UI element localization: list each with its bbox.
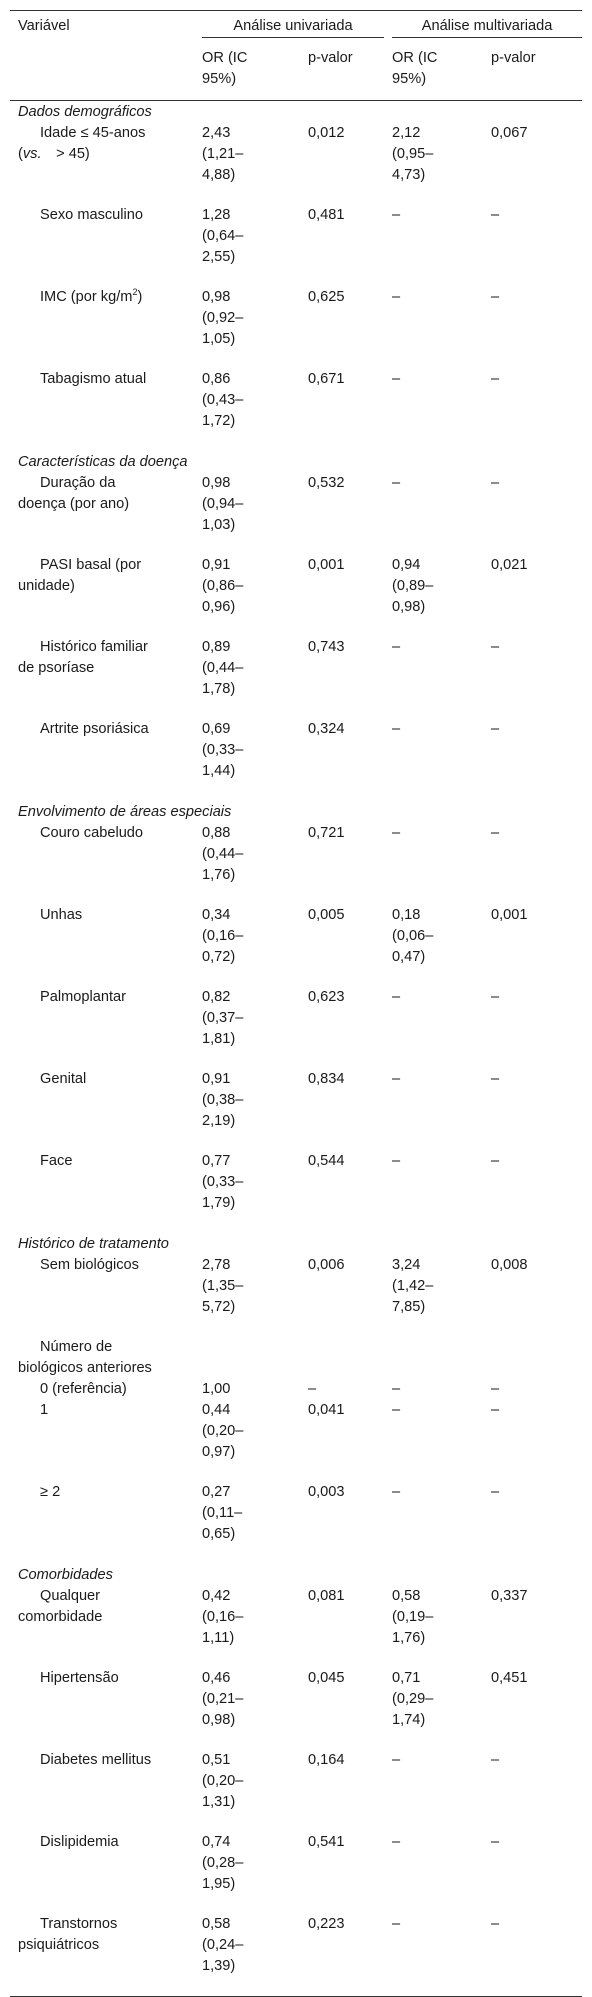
univariate-or-cell-line: (0,21– [202, 1690, 244, 1707]
univariate-pvalue-cell: 0,324 [308, 720, 345, 737]
table-row [10, 1668, 582, 1750]
univariate-or-cell-line: 0,42 [202, 1587, 231, 1604]
univariate-or-cell-line: (0,33– [202, 741, 244, 758]
univariate-or-cell-line: 1,81) [202, 1030, 236, 1047]
multivariate-or-cell-line: 1,74) [392, 1711, 426, 1728]
multivariate-or-cell [392, 1255, 491, 1337]
multivariate-or-cell-line: (0,95– [392, 145, 434, 162]
univariate-pvalue-cell: 0,743 [308, 638, 345, 655]
header-row-columns [10, 43, 582, 101]
table-row [10, 637, 582, 719]
section-header-row [10, 100, 582, 123]
univariate-or-cell-line: 0,58 [202, 1915, 231, 1932]
variable-cell [10, 473, 202, 555]
multivariate-pvalue-cell: – [491, 288, 500, 305]
multivariate-pvalue-cell: – [491, 720, 500, 737]
univariate-or-cell-line: (0,33– [202, 1173, 244, 1190]
univariate-or-cell [202, 1151, 308, 1233]
univariate-pvalue-cell: 0,164 [308, 1751, 345, 1768]
univariate-or-cell-line: 0,91 [202, 556, 231, 573]
multivariate-or-cell-line: (1,42– [392, 1277, 434, 1294]
univariate-or-cell-line: (0,38– [202, 1091, 244, 1108]
univariate-or-cell-line: 1,05) [202, 330, 236, 347]
multivariate-or-header: OR (IC 95%) [392, 43, 491, 101]
univariate-pvalue-cell: 0,625 [308, 288, 345, 305]
univariate-pvalue-cell: 0,001 [308, 556, 345, 573]
multivariate-pvalue-cell: 0,337 [491, 1587, 528, 1604]
variable-line: Qualquer [40, 1587, 101, 1604]
variable-line: Transtornos [40, 1915, 118, 1932]
table-row [10, 1914, 582, 1997]
univariate-or-cell [202, 905, 308, 987]
univariate-or-cell-line: 2,78 [202, 1256, 231, 1273]
univariate-or-cell [202, 205, 308, 287]
multivariate-or-cell-line: 1,76) [392, 1629, 426, 1646]
multivariate-or-cell-line: – [392, 370, 401, 387]
section-header-row [10, 451, 582, 473]
univariate-pvalue-cell: – [308, 1380, 317, 1397]
univariate-or-cell-line: 1,44) [202, 762, 236, 779]
multivariate-or-cell [392, 1586, 491, 1668]
univariate-or-cell [202, 287, 308, 369]
table-row [10, 1586, 582, 1668]
multivariate-pvalue-cell: – [491, 638, 500, 655]
univariate-or-cell-line: 1,11) [202, 1629, 235, 1646]
variable-cell [10, 823, 202, 905]
multivariate-pvalue-cell: 0,451 [491, 1669, 528, 1686]
univariate-header: Análise univariada [202, 16, 384, 38]
univariate-or-cell-line: (0,16– [202, 927, 244, 944]
multivariate-or-cell-line: 0,47) [392, 948, 426, 965]
multivariate-header: Análise multivariada [392, 16, 582, 38]
multivariate-or-cell [392, 123, 491, 205]
univariate-or-cell-line: 1,76) [202, 866, 236, 883]
univariate-or-cell-line: (0,20– [202, 1772, 244, 1789]
variable-cell [10, 1586, 202, 1668]
univariate-pvalue-cell: 0,003 [308, 1483, 345, 1500]
univariate-or-cell [202, 1069, 308, 1151]
variable-line: Palmoplantar [40, 988, 126, 1005]
univariate-or-cell-line: 1,72) [202, 412, 236, 429]
table-row [10, 369, 582, 451]
multivariate-or-cell-line: – [392, 1915, 401, 1932]
multivariate-or-cell [392, 1750, 491, 1832]
regression-table-container [10, 10, 582, 1997]
univariate-or-cell-line: 0,98) [202, 1711, 236, 1728]
multivariate-or-cell [392, 1668, 491, 1750]
univariate-pvalue-cell: 0,532 [308, 474, 345, 491]
univariate-pvalue-cell: 0,481 [308, 206, 345, 223]
table-row [10, 1337, 582, 1379]
variable-line: Genital [40, 1070, 87, 1087]
table-row [10, 823, 582, 905]
univariate-or-cell-line: 0,86 [202, 370, 231, 387]
variable-cell [10, 1255, 202, 1337]
section-header-row [10, 1233, 582, 1255]
multivariate-pvalue-cell: – [491, 1914, 582, 1997]
univariate-pvalue-cell: 0,045 [308, 1669, 345, 1686]
table-row [10, 1482, 582, 1564]
multivariate-pvalue-cell: – [491, 1152, 500, 1169]
univariate-or-cell [202, 1255, 308, 1337]
multivariate-or-cell-line: – [392, 1833, 401, 1850]
multivariate-or-cell-line: – [392, 720, 401, 737]
variable-cell [10, 123, 202, 205]
multivariate-or-cell-line: 3,24 [392, 1256, 421, 1273]
regression-table [10, 10, 582, 1997]
variable-cell [10, 1400, 202, 1482]
univariate-or-cell-line: 0,96) [202, 598, 236, 615]
multivariate-or-cell [392, 905, 491, 987]
multivariate-or-cell-line: – [392, 1152, 401, 1169]
table-row [10, 905, 582, 987]
table-row [10, 555, 582, 637]
univariate-or-cell-line: 0,65) [202, 1525, 236, 1542]
univariate-or-cell-line: (0,92– [202, 309, 244, 326]
variable-cell [10, 637, 202, 719]
variable-line: unidade) [18, 577, 75, 594]
variable-line: 1 [40, 1401, 49, 1418]
univariate-or-cell [202, 1832, 308, 1914]
section-header-row [10, 1564, 582, 1586]
section-header-row [10, 801, 582, 823]
univariate-pvalue-cell: 0,041 [308, 1401, 345, 1418]
univariate-or-cell-line: 0,72) [202, 948, 236, 965]
multivariate-or-cell-line: – [392, 824, 401, 841]
univariate-or-cell [202, 823, 308, 905]
multivariate-or-cell-line: – [392, 474, 401, 491]
variable-cell [10, 369, 202, 451]
table-body [10, 100, 582, 1996]
univariate-or-cell-line: (0,64– [202, 227, 244, 244]
univariate-or-cell-line: 0,46 [202, 1669, 231, 1686]
univariate-or-cell-line: 0,97) [202, 1443, 236, 1460]
multivariate-pvalue-cell: – [491, 474, 500, 491]
univariate-or-cell-line: 0,44 [202, 1401, 231, 1418]
univariate-pvalue-cell: 0,223 [308, 1914, 392, 1997]
univariate-or-cell-line: 1,00 [202, 1380, 231, 1397]
multivariate-or-cell [392, 1400, 491, 1482]
multivariate-pvalue-cell: – [491, 206, 500, 223]
multivariate-or-cell-line: 0,71 [392, 1669, 421, 1686]
univariate-or-cell-line: 1,03) [202, 516, 236, 533]
univariate-pvalue-cell: 0,721 [308, 824, 345, 841]
multivariate-or-cell-line: – [392, 1483, 401, 1500]
multivariate-pvalue-cell: – [491, 1483, 500, 1500]
univariate-or-cell [202, 369, 308, 451]
multivariate-or-cell-line: 0,18 [392, 906, 421, 923]
multivariate-or-cell-line: – [392, 1751, 401, 1768]
multivariate-or-cell [392, 473, 491, 555]
variable-line: Hipertensão [40, 1669, 119, 1686]
univariate-or-cell [202, 1750, 308, 1832]
multivariate-pvalue-cell: – [491, 1833, 500, 1850]
variable-line: 0 (referência) [40, 1380, 127, 1397]
variable-cell [10, 555, 202, 637]
univariate-or-cell-line: 1,28 [202, 206, 231, 223]
multivariate-pvalue-cell: – [491, 1380, 500, 1397]
univariate-pvalue-header: p-valor [308, 43, 392, 101]
univariate-or-cell-line: 0,88 [202, 824, 231, 841]
table-row [10, 1379, 582, 1400]
univariate-or-cell [202, 1400, 308, 1482]
section-title: Envolvimento de áreas especiais [18, 803, 232, 820]
multivariate-or-cell [392, 1069, 491, 1151]
multivariate-or-cell-line: 2,12 [392, 124, 421, 141]
univariate-or-cell [202, 1482, 308, 1564]
univariate-or-cell-line: (1,35– [202, 1277, 244, 1294]
univariate-pvalue-cell: 0,006 [308, 1256, 345, 1273]
variable-cell [10, 1668, 202, 1750]
variable-cell [10, 1151, 202, 1233]
univariate-or-cell-line: (0,44– [202, 659, 244, 676]
variable-cell [10, 1379, 202, 1400]
univariate-or-cell-line: 1,39) [202, 1957, 236, 1974]
univariate-or-cell [202, 1337, 308, 1379]
univariate-pvalue-cell: 0,834 [308, 1070, 345, 1087]
multivariate-or-cell-line: – [392, 1070, 401, 1087]
multivariate-or-cell [392, 719, 491, 801]
univariate-or-cell [202, 1914, 308, 1997]
variable-cell [10, 1482, 202, 1564]
multivariate-or-cell-line: (0,29– [392, 1690, 434, 1707]
multivariate-pvalue-cell: – [491, 1401, 500, 1418]
variable-cell [10, 1914, 202, 1997]
variable-line: de psoríase [18, 659, 95, 676]
multivariate-or-cell-line: (0,89– [392, 577, 434, 594]
univariate-or-cell-line: 0,74 [202, 1833, 231, 1850]
univariate-or-cell-line: 0,69 [202, 720, 231, 737]
multivariate-pvalue-cell: 0,067 [491, 124, 528, 141]
multivariate-or-cell [392, 369, 491, 451]
table-row [10, 987, 582, 1069]
variable-line: Idade ≤ 45-anos [40, 124, 146, 141]
table-row [10, 473, 582, 555]
variable-line: (vs. > 45) [18, 145, 90, 162]
variable-cell [10, 1337, 202, 1379]
multivariate-pvalue-cell: – [491, 370, 500, 387]
variable-header: Variável [10, 11, 202, 43]
multivariate-or-cell-line: – [392, 206, 401, 223]
multivariate-or-cell-line: – [392, 1401, 401, 1418]
univariate-pvalue-cell: 0,081 [308, 1587, 345, 1604]
univariate-or-cell-line: 2,55) [202, 248, 236, 265]
multivariate-or-cell-line: – [392, 1380, 401, 1397]
univariate-or-cell [202, 637, 308, 719]
variable-line: Couro cabeludo [40, 824, 144, 841]
table-row [10, 1255, 582, 1337]
multivariate-or-cell-line: (0,19– [392, 1608, 434, 1625]
univariate-or-cell-line: 0,91 [202, 1070, 231, 1087]
univariate-or-cell [202, 555, 308, 637]
multivariate-or-cell [392, 1379, 491, 1400]
table-row [10, 123, 582, 205]
variable-cell [10, 987, 202, 1069]
table-row [10, 205, 582, 287]
univariate-pvalue-cell: 0,012 [308, 124, 345, 141]
univariate-or-cell [202, 1668, 308, 1750]
univariate-or-cell-line: 0,34 [202, 906, 231, 923]
univariate-or-cell-line: 0,77 [202, 1152, 231, 1169]
variable-cell [10, 905, 202, 987]
header-row-groups [10, 11, 582, 43]
multivariate-or-cell-line: 4,73) [392, 166, 426, 183]
variable-line: Dislipidemia [40, 1833, 119, 1850]
univariate-pvalue-cell [308, 1337, 392, 1379]
variable-cell [10, 719, 202, 801]
variable-line: Artrite psoriásica [40, 720, 149, 737]
multivariate-or-cell [392, 637, 491, 719]
variable-line: ≥ 2 [40, 1483, 61, 1500]
multivariate-pvalue-cell: – [491, 1070, 500, 1087]
multivariate-or-cell [392, 1337, 491, 1379]
univariate-or-cell-line: (0,37– [202, 1009, 244, 1026]
univariate-or-cell [202, 987, 308, 1069]
univariate-or-cell-line: (0,20– [202, 1422, 244, 1439]
table-row [10, 1750, 582, 1832]
univariate-or-cell-line: 2,43 [202, 124, 231, 141]
table-row [10, 287, 582, 369]
multivariate-or-cell [392, 987, 491, 1069]
section-title: Comorbidades [18, 1566, 113, 1583]
univariate-pvalue-cell: 0,671 [308, 370, 345, 387]
multivariate-or-cell-line: – [392, 638, 401, 655]
variable-line: Sexo masculino [40, 206, 144, 223]
variable-line: Número de [40, 1338, 113, 1355]
multivariate-or-cell [392, 1832, 491, 1914]
variable-line: Diabetes mellitus [40, 1751, 152, 1768]
variable-line: Face [40, 1152, 73, 1169]
variable-cell [10, 1750, 202, 1832]
univariate-or-cell [202, 719, 308, 801]
univariate-or-cell-line: (0,94– [202, 495, 244, 512]
variable-cell [10, 287, 202, 369]
univariate-or-cell-line: (0,11– [202, 1504, 243, 1521]
multivariate-or-cell-line: – [392, 988, 401, 1005]
univariate-or-cell-line: 1,31) [202, 1793, 236, 1810]
univariate-or-cell-line: 0,51 [202, 1751, 231, 1768]
multivariate-or-cell-line: 0,98) [392, 598, 426, 615]
table-row [10, 1400, 582, 1482]
table-row [10, 1151, 582, 1233]
table-row [10, 719, 582, 801]
univariate-or-cell-line: (0,43– [202, 391, 244, 408]
variable-line: Unhas [40, 906, 83, 923]
univariate-or-cell-line: 2,19) [202, 1112, 236, 1129]
univariate-or-cell-line: (0,44– [202, 845, 244, 862]
univariate-or-cell [202, 123, 308, 205]
variable-line: biológicos anteriores [18, 1359, 152, 1376]
variable-line: Sem biológicos [40, 1256, 139, 1273]
univariate-or-cell-line: (0,16– [202, 1608, 244, 1625]
section-title: Características da doença [18, 453, 188, 470]
univariate-pvalue-cell: 0,623 [308, 988, 345, 1005]
univariate-or-cell-line: 0,82 [202, 988, 231, 1005]
variable-line: doença (por ano) [18, 495, 130, 512]
variable-cell [10, 1832, 202, 1914]
section-title: Histórico de tratamento [18, 1235, 169, 1252]
variable-line: IMC (por $kg/m^2$) [40, 286, 143, 305]
multivariate-pvalue-cell: 0,001 [491, 906, 528, 923]
variable-line: Tabagismo atual [40, 370, 147, 387]
multivariate-or-cell [392, 205, 491, 287]
univariate-or-cell-line: (1,21– [202, 145, 244, 162]
univariate-or-cell [202, 473, 308, 555]
multivariate-or-cell [392, 287, 491, 369]
multivariate-or-cell [392, 1914, 491, 1997]
univariate-or-cell-line: 1,95) [202, 1875, 236, 1892]
variable-line: Duração da [40, 474, 116, 491]
univariate-or-cell-line: 0,98 [202, 474, 231, 491]
multivariate-or-cell-line: 0,94 [392, 556, 421, 573]
univariate-or-cell-line: 1,78) [202, 680, 236, 697]
multivariate-or-cell-line: 0,58 [392, 1587, 421, 1604]
multivariate-or-cell-line: 7,85) [392, 1298, 426, 1315]
multivariate-or-cell [392, 1482, 491, 1564]
table-row [10, 1069, 582, 1151]
multivariate-pvalue-cell: – [491, 1751, 500, 1768]
variable-line: Histórico familiar [40, 638, 148, 655]
section-title: Dados demográficos [18, 103, 152, 120]
multivariate-pvalue-cell: 0,021 [491, 556, 528, 573]
variable-line: psiquiátricos [18, 1936, 100, 1953]
multivariate-or-cell-line: (0,06– [392, 927, 434, 944]
univariate-or-cell-line: (0,28– [202, 1854, 244, 1871]
multivariate-pvalue-header: p-valor [491, 43, 582, 101]
univariate-or-cell [202, 1586, 308, 1668]
univariate-or-cell [202, 1379, 308, 1400]
univariate-or-cell-line: 0,98 [202, 288, 231, 305]
univariate-pvalue-cell: 0,005 [308, 906, 345, 923]
multivariate-or-cell [392, 1151, 491, 1233]
multivariate-pvalue-cell [491, 1337, 582, 1379]
variable-cell [10, 1069, 202, 1151]
variable-cell [10, 205, 202, 287]
univariate-pvalue-cell: 0,541 [308, 1833, 345, 1850]
univariate-or-cell-line: (0,86– [202, 577, 244, 594]
variable-line: comorbidade [18, 1608, 103, 1625]
univariate-or-cell-line: (0,24– [202, 1936, 244, 1953]
univariate-or-header: OR (IC 95%) [202, 43, 308, 101]
multivariate-or-cell [392, 555, 491, 637]
univariate-or-cell-line: 5,72) [202, 1298, 236, 1315]
univariate-or-cell-line: 0,89 [202, 638, 231, 655]
multivariate-or-cell-line: – [392, 288, 401, 305]
univariate-or-cell-line: 0,27 [202, 1483, 231, 1500]
multivariate-pvalue-cell: 0,008 [491, 1256, 528, 1273]
multivariate-pvalue-cell: – [491, 824, 500, 841]
table-row [10, 1832, 582, 1914]
multivariate-pvalue-cell: – [491, 988, 500, 1005]
multivariate-or-cell [392, 823, 491, 905]
univariate-or-cell-line: 1,79) [202, 1194, 236, 1211]
univariate-or-cell-line: 4,88) [202, 166, 236, 183]
variable-line: PASI basal (por [40, 556, 142, 573]
univariate-pvalue-cell: 0,544 [308, 1152, 345, 1169]
